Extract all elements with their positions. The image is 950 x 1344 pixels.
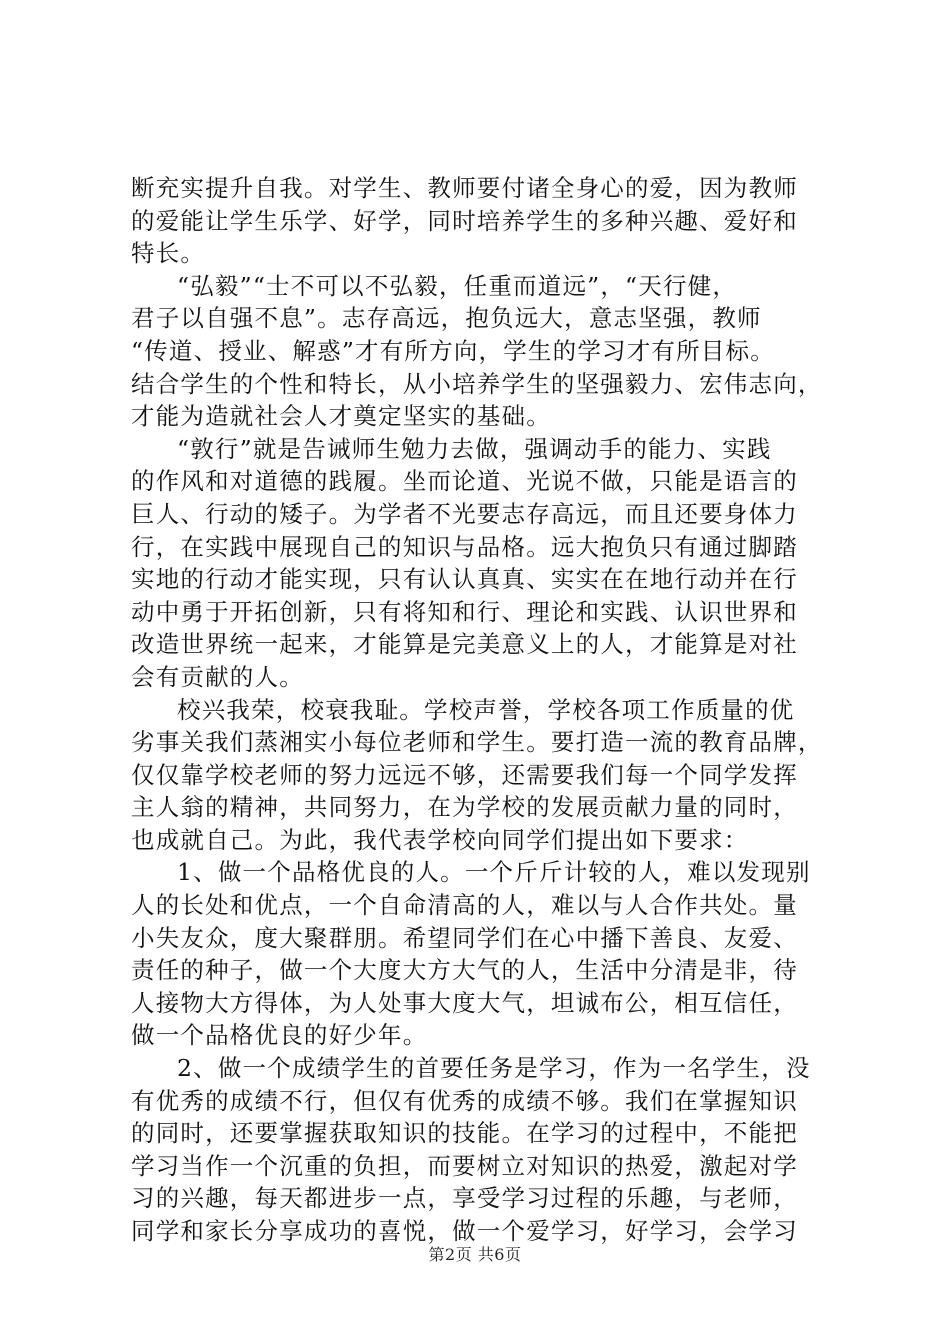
text-line: 2、做一个成绩学生的首要任务是学习，作为一名学生，没 <box>177 1054 811 1083</box>
text-line: 的作风和对道德的践履。坐而论道、光说不做，只能是语言的 <box>131 467 798 496</box>
text-line: 校兴我荣，校衰我耻。学校声誉，学校各项工作质量的优 <box>177 695 795 724</box>
paragraph <box>131 694 831 857</box>
text-line: 动中勇于开拓创新，只有将知和行、理论和实践、认识世界和 <box>131 597 798 626</box>
text-line: 断充实提升自我。对学生、教师要付诸全身心的爱，因为教师 <box>131 174 798 202</box>
text-line: 主人翁的精神，共同努力，在为学校的发展贡献力量的同时， <box>131 793 798 822</box>
text-line: 仅仅靠学校老师的努力远远不够，还需要我们每一个同学发挥 <box>131 760 798 789</box>
paragraph <box>131 856 831 1052</box>
text-line: “传道、授业、解惑”才有所方向，学生的学习才有所目标。 <box>131 336 775 365</box>
text-line: “敦行”就是告诫师生勉力去做，强调动手的能力、实践 <box>177 434 772 463</box>
paragraph <box>131 1052 831 1248</box>
text-line: 实地的行动才能实现，只有认认真真、实实在在地行动并在行 <box>131 565 798 594</box>
document-body <box>131 172 831 1248</box>
text-line: 同学和家长分享成功的喜悦，做一个爱学习，好学习，会学习 <box>131 1217 798 1245</box>
text-line: 责任的种子，做一个大度大方大气的人，生活中分清是非，待 <box>131 956 798 985</box>
text-line: 结合学生的个性和特长，从小培养学生的坚强毅力、宏伟志向， <box>131 369 823 398</box>
text-line: 学习当作一个沉重的负担，而要树立对知识的热爱，激起对学 <box>131 1151 798 1180</box>
text-line: 会有贡献的人。 <box>131 662 304 691</box>
text-line: “弘毅”“士不可以不弘毅，任重而道远”，“天行健， <box>177 271 738 300</box>
text-line: 特长。 <box>131 239 206 268</box>
text-line: 人的长处和优点，一个自命清高的人，难以与人合作共处。量 <box>131 891 798 920</box>
text-line: 改造世界统一起来，才能算是完美意义上的人，才能算是对社 <box>131 630 798 659</box>
paragraph <box>131 172 831 270</box>
text-line: 巨人、行动的矮子。为学者不光要志存高远，而且还要身体力 <box>131 499 798 528</box>
page-footer: 第2页 共6页 <box>428 1245 522 1264</box>
text-line: 有优秀的成绩不行，但仅有优秀的成绩不够。我们在掌握知识 <box>131 1086 798 1115</box>
text-line: 小失友众，度大聚群朋。希望同学们在心中播下善良、友爱、 <box>131 923 798 952</box>
text-line: 1、做一个品格优良的人。一个斤斤计较的人，难以发现别 <box>177 858 811 887</box>
text-line: 才能为造就社会人才奠定坚实的基础。 <box>131 402 551 431</box>
text-line: 的爱能让学生乐学、好学，同时培养学生的多种兴趣、爱好和 <box>131 206 798 235</box>
text-line: 人接物大方得体，为人处事大度大气，坦诚布公，相互信任， <box>131 988 798 1017</box>
text-line: 行，在实践中展现自己的知识与品格。远大抱负只有通过脚踏 <box>131 532 798 561</box>
text-line: 君子以自强不息”。志存高远，抱负远大，意志坚强，教师 <box>131 304 762 333</box>
text-line: 也成就自己。为此，我代表学校向同学们提出如下要求： <box>131 825 749 854</box>
text-line: 习的兴趣，每天都进步一点，享受学习过程的乐趣，与老师， <box>131 1184 798 1213</box>
text-line: 做一个品格优良的好少年。 <box>131 1021 428 1050</box>
text-line: 的同时，还要掌握获取知识的技能。在学习的过程中，不能把 <box>131 1119 798 1148</box>
paragraph <box>131 433 831 694</box>
text-line: 劣事关我们蒸湘实小每位老师和学生。要打造一流的教育品牌， <box>131 728 823 757</box>
paragraph <box>131 270 831 433</box>
